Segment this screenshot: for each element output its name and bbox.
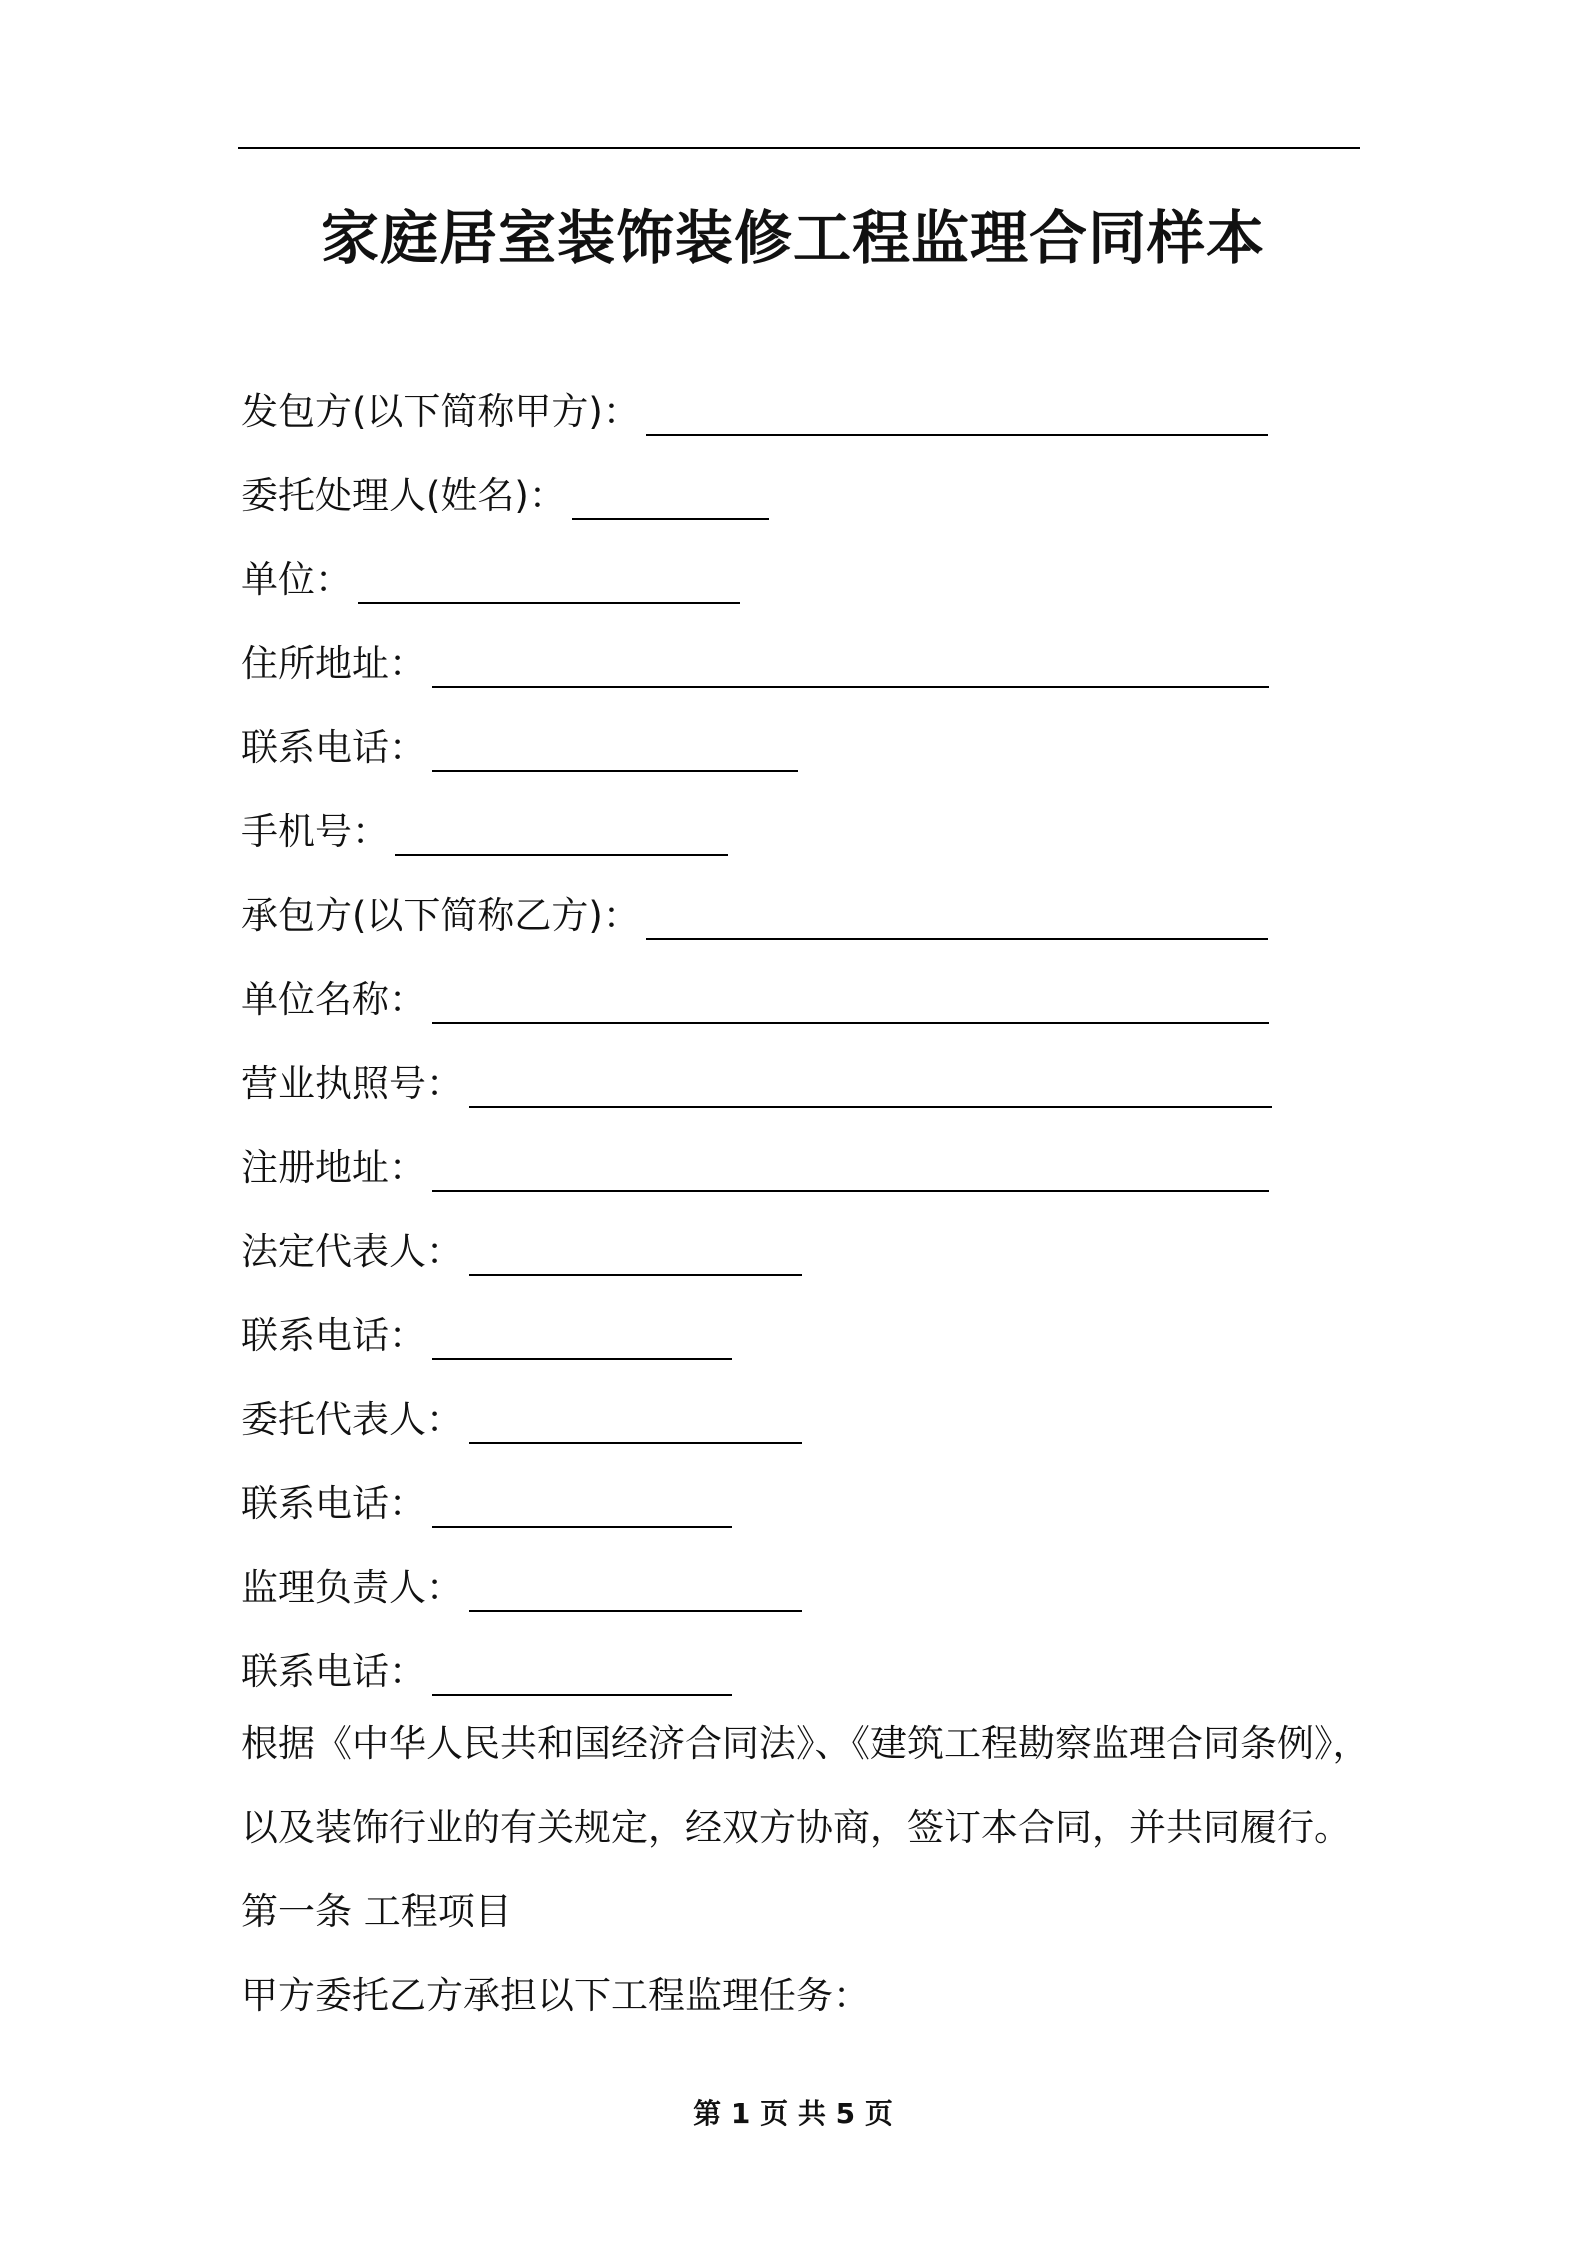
field-label: 住所地址： bbox=[241, 642, 426, 685]
field-contractor-unit-name bbox=[241, 958, 1272, 1042]
article-one-text: 甲方委托乙方承担以下工程监理任务： bbox=[241, 1974, 870, 2017]
page-number: 第 1 页 共 5 页 bbox=[693, 2097, 893, 2130]
field-label: 单位： bbox=[241, 558, 352, 601]
field-client-agent-name bbox=[241, 454, 1272, 538]
field-label: 委托处理人(姓名)： bbox=[241, 474, 566, 517]
field-label: 法定代表人： bbox=[241, 1230, 463, 1273]
fill-in-blank[interactable] bbox=[469, 1050, 1272, 1108]
field-label: 联系电话： bbox=[241, 1482, 426, 1525]
field-label: 承包方(以下简称乙方)： bbox=[241, 894, 640, 937]
field-label: 手机号： bbox=[241, 810, 389, 853]
field-label: 营业执照号： bbox=[241, 1062, 463, 1105]
fill-in-blank[interactable] bbox=[572, 462, 769, 520]
fill-in-blank[interactable] bbox=[358, 546, 740, 604]
field-authorized-rep-phone bbox=[241, 1462, 1272, 1546]
field-legal-representative bbox=[241, 1210, 1272, 1294]
field-label: 委托代表人： bbox=[241, 1398, 463, 1441]
field-contractor bbox=[241, 874, 1272, 958]
field-client-unit bbox=[241, 538, 1272, 622]
fill-in-blank[interactable] bbox=[469, 1218, 802, 1276]
fill-in-blank[interactable] bbox=[432, 1302, 732, 1360]
field-label: 联系电话： bbox=[241, 1314, 426, 1357]
field-label: 监理负责人： bbox=[241, 1566, 463, 1609]
field-supervisor bbox=[241, 1546, 1272, 1630]
preamble-line-1: 根据《中华人民共和国经济合同法》、《建筑工程勘察监理合同条例》， bbox=[241, 1722, 1370, 1765]
party-info-fields bbox=[241, 370, 1272, 1714]
fill-in-blank[interactable] bbox=[432, 1134, 1269, 1192]
field-label: 单位名称： bbox=[241, 978, 426, 1021]
fill-in-blank[interactable] bbox=[469, 1386, 802, 1444]
fill-in-blank[interactable] bbox=[432, 966, 1269, 1024]
field-registered-address bbox=[241, 1126, 1272, 1210]
field-business-license bbox=[241, 1042, 1272, 1126]
fill-in-blank[interactable] bbox=[432, 1638, 732, 1696]
field-client-mobile bbox=[241, 790, 1272, 874]
fill-in-blank[interactable] bbox=[646, 882, 1268, 940]
field-label: 联系电话： bbox=[241, 1650, 426, 1693]
field-client-phone bbox=[241, 706, 1272, 790]
field-label: 发包方(以下简称甲方)： bbox=[241, 390, 640, 433]
document-title: 家庭居室装饰装修工程监理合同样本 bbox=[320, 204, 1265, 272]
fill-in-blank[interactable] bbox=[646, 378, 1268, 436]
header-rule bbox=[238, 147, 1360, 149]
fill-in-blank[interactable] bbox=[469, 1554, 802, 1612]
fill-in-blank[interactable] bbox=[395, 798, 728, 856]
fill-in-blank[interactable] bbox=[432, 630, 1269, 688]
fill-in-blank[interactable] bbox=[432, 714, 798, 772]
field-authorized-representative bbox=[241, 1378, 1272, 1462]
fill-in-blank[interactable] bbox=[432, 1470, 732, 1528]
field-client bbox=[241, 370, 1272, 454]
field-legal-rep-phone bbox=[241, 1294, 1272, 1378]
field-client-address bbox=[241, 622, 1272, 706]
field-label: 联系电话： bbox=[241, 726, 426, 769]
article-one-heading: 第一条 工程项目 bbox=[241, 1890, 512, 1933]
field-label: 注册地址： bbox=[241, 1146, 426, 1189]
preamble-line-2: 以及装饰行业的有关规定，经双方协商，签订本合同，并共同履行。 bbox=[241, 1806, 1351, 1849]
